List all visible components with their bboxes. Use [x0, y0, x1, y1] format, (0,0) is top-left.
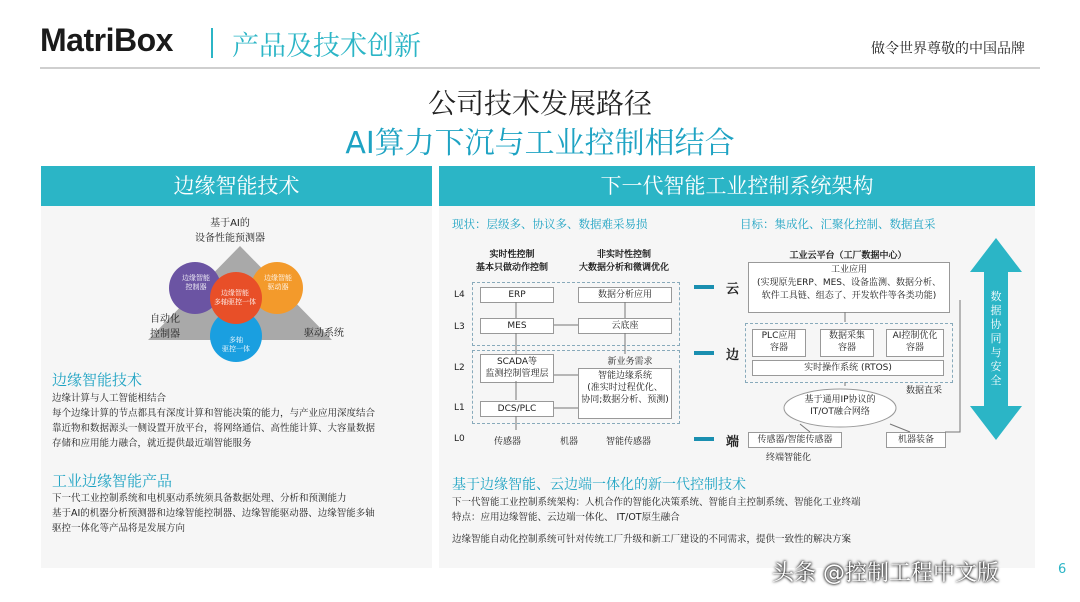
venn-c1-line1: 边缘智能: [182, 274, 210, 282]
box-sensor-smart: 传感器/智能传感器: [748, 432, 842, 448]
level-l0: L0: [454, 434, 465, 444]
scada-line2: 监测控制管理层: [485, 369, 549, 379]
left-p1-line1: 边缘计算与人工智能相结合: [52, 393, 167, 404]
left-paragraph-2: [52, 491, 427, 536]
left-p1-line2: 每个边缘计算的节点都具有深度计算和智能决策的能力，与产业应用深度结合: [52, 408, 376, 419]
connector-network-machine: [890, 424, 910, 432]
data-collect-line1: 数据采集: [828, 331, 865, 341]
box-rtos: 实时操作系统 (RTOS): [752, 360, 944, 376]
label-smart-sensor: 智能传感器: [606, 437, 652, 447]
venn-c2-line2: 驱动器: [267, 283, 289, 291]
industrial-app-line1: (实现原先ERP、MES、设备监测、数据分析、: [756, 278, 942, 288]
venn-top-label-line1: 基于AI的: [210, 218, 250, 229]
industrial-app-line2: 软件工具链、组态了、开发软件等各类功能): [761, 291, 937, 301]
left-heading-2: 工业边缘智能产品: [52, 472, 173, 490]
target-connectors: [740, 300, 970, 440]
box-cloud-base: 云底座: [578, 318, 672, 334]
col-nonrealtime: [568, 247, 680, 273]
flow-connectors: [470, 280, 685, 445]
new-requirement: 新业务需求: [607, 357, 653, 367]
left-panel-heading: 边缘智能技术: [41, 166, 432, 206]
right-heading: 基于边缘智能、云边端一体化的新一代控制技术: [452, 477, 746, 493]
data-collect-line2: 容器: [837, 343, 856, 353]
venn-left-line2: 控制器: [150, 329, 180, 340]
left-p2-line1: 下一代工业控制系统和电机驱动系统须具备数据处理、分析和预测能力: [52, 493, 347, 504]
right-panel-heading: 下一代智能工业控制系统架构: [439, 166, 1035, 206]
goal-label: 目标：集成化、汇聚化控制、数据直采: [740, 217, 936, 231]
level-l3: L3: [454, 322, 465, 332]
page-title: 公司技术发展路径: [427, 87, 652, 120]
left-p1-line3: 靠近物和数据源头一侧设置开放平台，将网络通信、高性能计算、大容量数据: [52, 423, 376, 434]
connector-network-sensor: [800, 424, 810, 432]
venn-c1-line2: 控制器: [185, 283, 207, 291]
venn-c3-line1: 边缘智能: [221, 289, 249, 297]
arrow-to-cloud: [694, 285, 714, 289]
page-number: 6: [1058, 562, 1067, 577]
venn-left-label: [120, 310, 180, 340]
data-direct-label: 数据直采: [906, 386, 943, 396]
scada-line1: SCADA等: [496, 357, 538, 367]
ip-network-line1: 基于通用IP协议的: [804, 395, 876, 405]
box-mes: MES: [480, 318, 554, 334]
col-nonrealtime-line1: 非实时性控制: [596, 250, 651, 260]
venn-c2-text: [256, 274, 300, 292]
col-realtime-line2: 基本只做动作控制: [475, 263, 548, 273]
data-security-label: 数据协同与安全: [990, 290, 1002, 387]
level-l2: L2: [454, 363, 465, 373]
venn-left-line1: 自动化: [150, 314, 180, 325]
industrial-app-title: 工业应用: [830, 265, 867, 275]
box-dcs-plc: DCS/PLC: [480, 401, 554, 417]
level-l1: L1: [454, 403, 465, 413]
box-data-analysis: 数据分析应用: [578, 287, 672, 303]
venn-c2-line1: 边缘智能: [264, 274, 292, 282]
header-divider: [211, 28, 213, 58]
venn-c3-text: [208, 289, 262, 307]
venn-c3-line2: 多轴驱控一体: [214, 298, 256, 306]
label-machine: 机器: [560, 437, 579, 447]
edge-sys-line1: 智能边缘系统: [597, 371, 652, 381]
left-p1-line4: 存储和应用能力融合，就近提供最近端智能服务: [52, 438, 252, 449]
brand-logo: MatriBox: [40, 22, 173, 58]
arrow-to-edge: [694, 351, 714, 355]
status-label: 现状：层级多、协议多、数据难采易损: [452, 217, 648, 231]
left-heading-1: 边缘智能技术: [52, 371, 143, 389]
box-machine-equip: 机器装备: [886, 432, 946, 448]
ip-network-line2: IT/OT融合网络: [810, 407, 870, 417]
tier-cloud: 云: [726, 282, 740, 297]
box-erp: ERP: [480, 287, 554, 303]
connector-direct-data: [945, 300, 960, 432]
plc-container-line2: 容器: [769, 343, 788, 353]
col-nonrealtime-line2: 大数据分析和微调优化: [578, 263, 669, 273]
tier-end: 端: [726, 435, 740, 450]
brand-slogan: 做令世界尊敬的中国品牌: [871, 41, 1025, 57]
label-sensor: 传感器: [494, 437, 522, 447]
ai-opt-line1: AI控制优化: [892, 331, 938, 341]
plc-container-line1: PLC应用: [761, 331, 797, 341]
header-rule: [40, 67, 1040, 69]
left-paragraph-1: [52, 391, 427, 451]
venn-c4-text: [216, 336, 256, 354]
section-title: 产品及技术创新: [232, 31, 421, 62]
ai-opt-line2: 容器: [905, 343, 924, 353]
venn-c4-line1: 多轴: [229, 336, 243, 344]
col-realtime-line1: 实时性控制: [489, 250, 535, 260]
page-subtitle: AI算力下沉与工业控制相结合: [345, 126, 735, 161]
col-realtime: [462, 247, 562, 273]
right-paragraph-3: 边缘智能自动化控制系统可针对传统工厂升级和新工厂建设的不同需求，提供一致性的解决方案: [452, 534, 852, 545]
right-paragraph-2: 特点：应用边缘智能、云边端一体化、 IT/OT原生融合: [452, 512, 680, 523]
venn-c4-line2: 驱控一体: [222, 345, 250, 353]
arrow-to-end: [694, 437, 714, 441]
terminal-smart-label: 终端智能化: [766, 453, 812, 463]
venn-right-label: 驱动系统: [304, 328, 344, 339]
left-p2-line3: 驱控一体化等产品将是发展方向: [52, 523, 186, 534]
watermark: 头条 @控制工程中文版: [772, 561, 999, 586]
venn-top-label-line2: 设备性能预测器: [195, 233, 265, 244]
cloud-platform-title: 工业云平台（工厂数据中心）: [789, 251, 907, 261]
right-paragraph-1: 下一代智能工业控制系统架构：人机合作的智能化决策系统、智能自主控制系统、智能化工业终端: [452, 497, 861, 508]
level-l4: L4: [454, 290, 465, 300]
edge-sys-line2: (准实时过程优化、: [587, 383, 663, 393]
tier-edge: 边: [726, 348, 740, 363]
edge-sys-line3: 协同;数据分析、预测): [581, 395, 669, 405]
left-p2-line2: 基于AI的机器分析预测器和边缘智能控制器、边缘智能驱动器、边缘智能多轴: [52, 508, 375, 519]
